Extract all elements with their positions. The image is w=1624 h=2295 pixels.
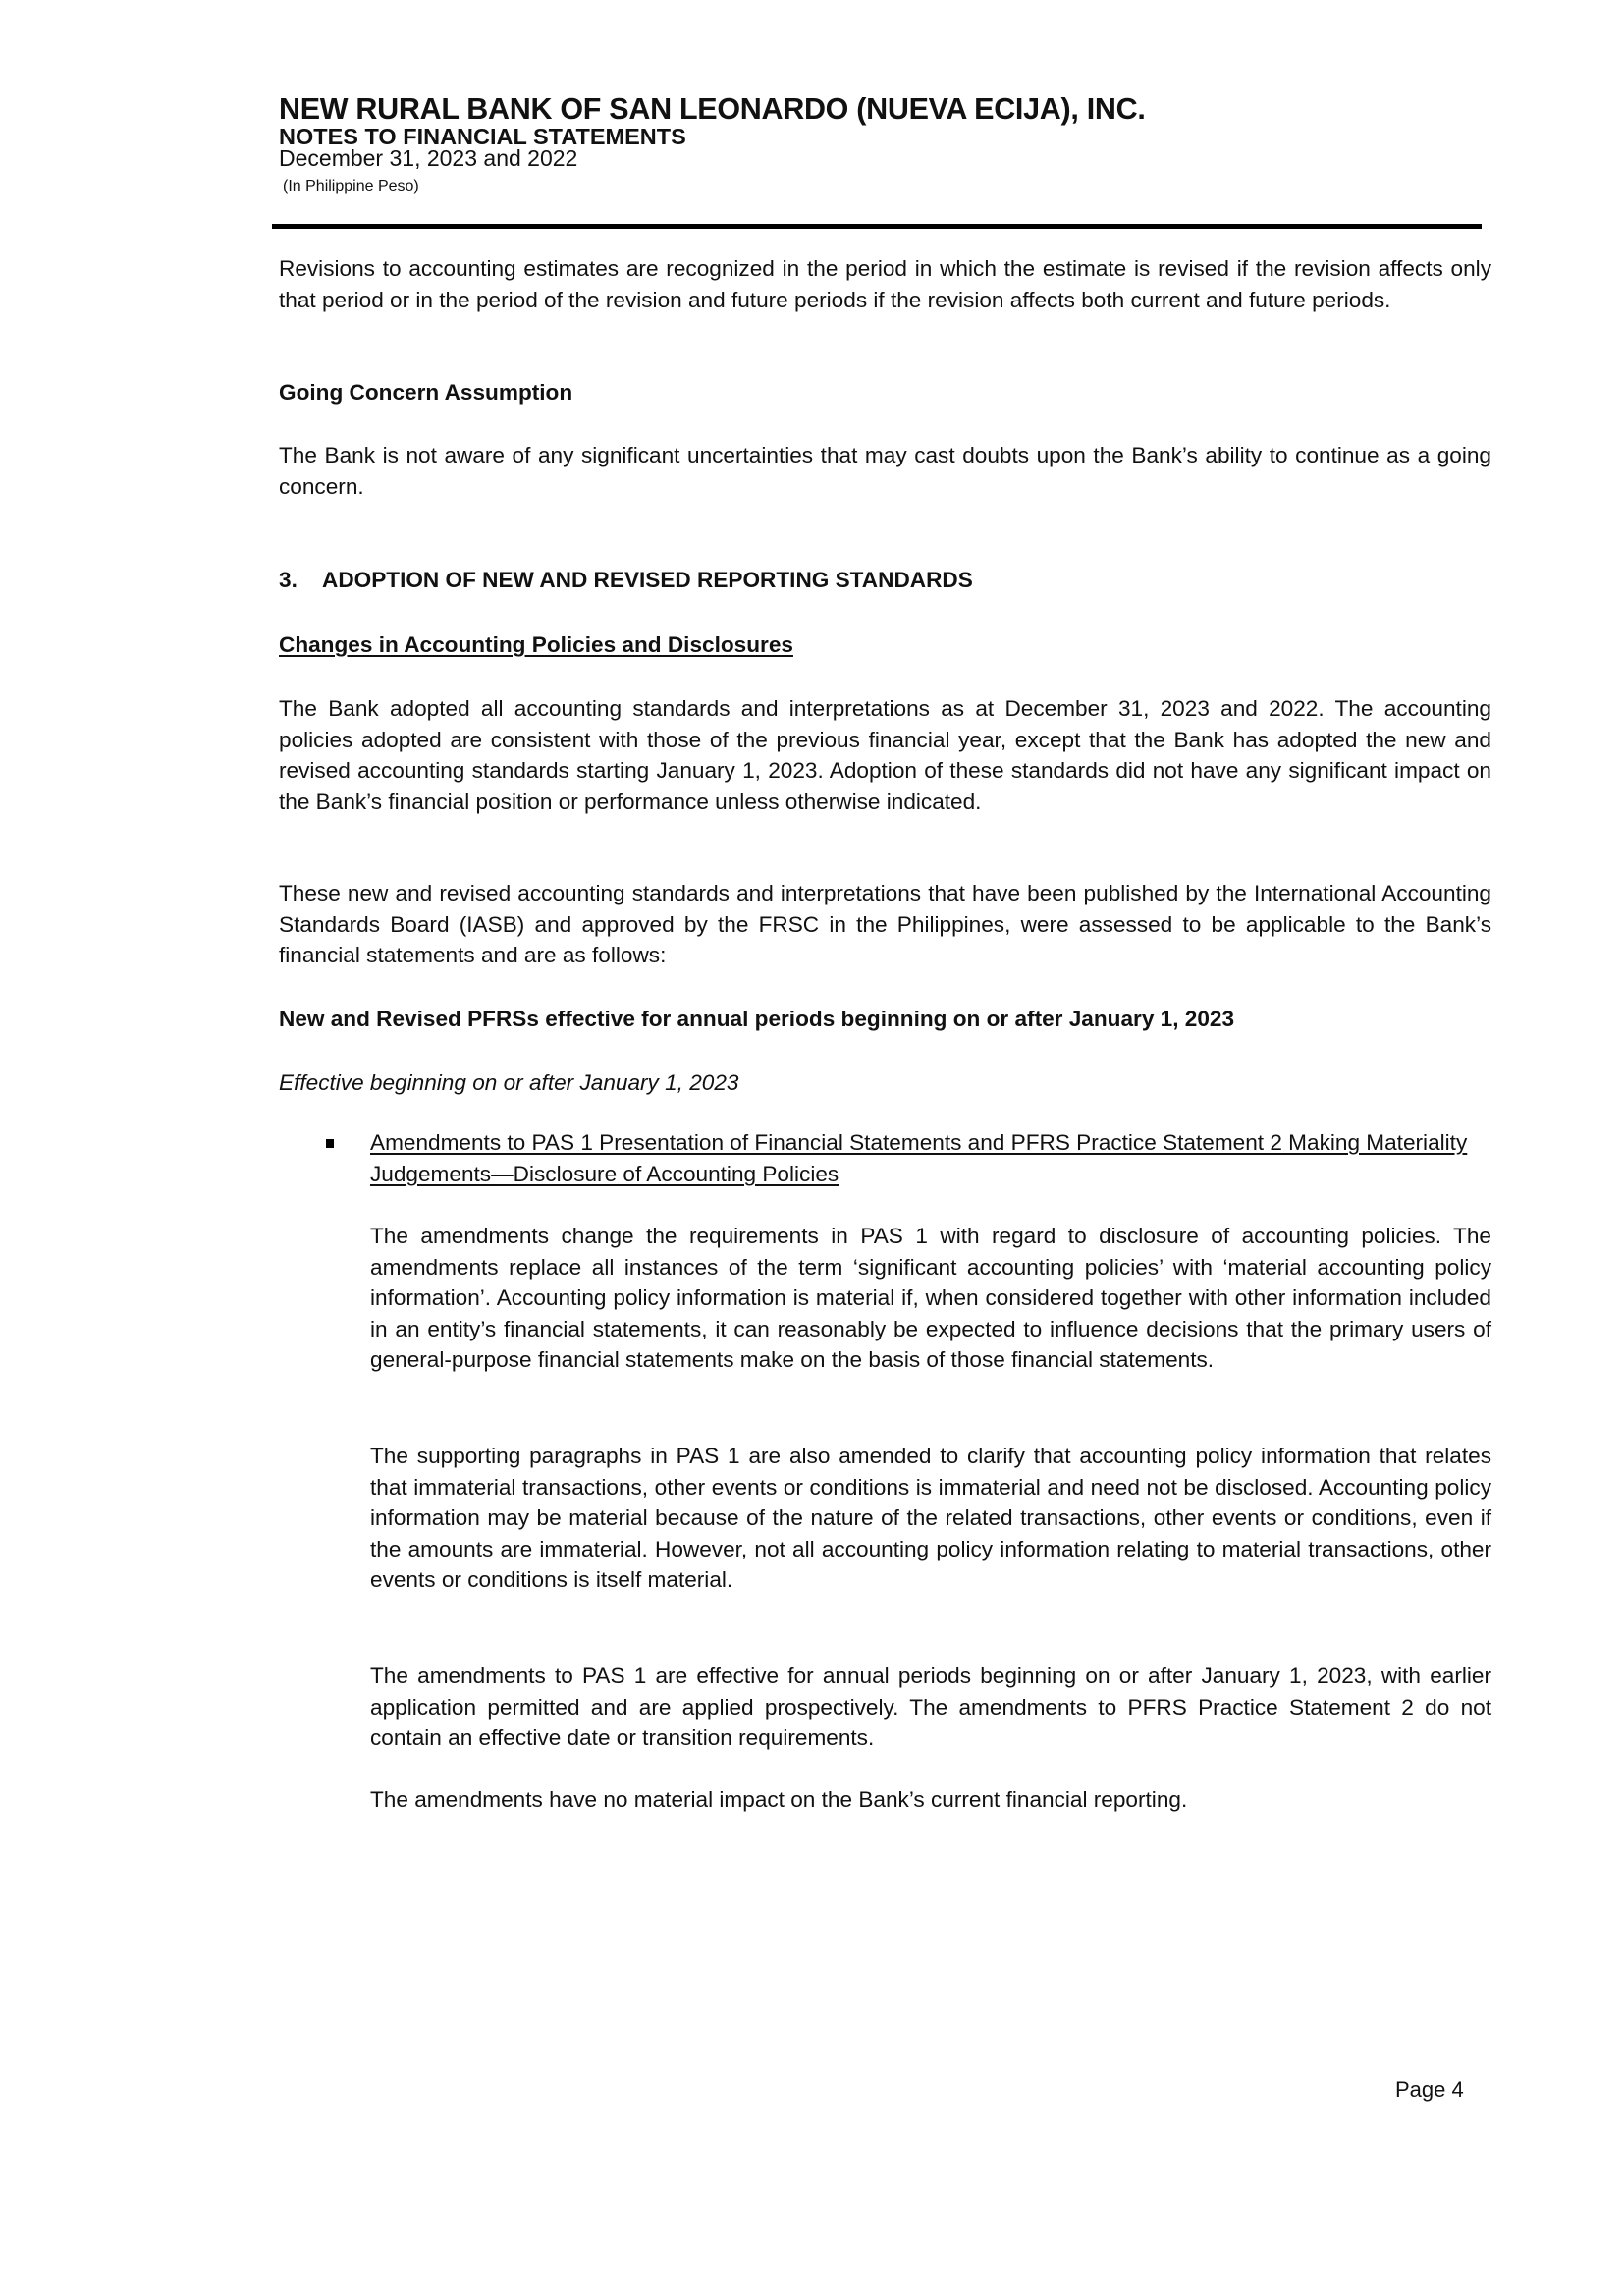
- going-concern-heading: Going Concern Assumption: [279, 380, 573, 405]
- document-title: NOTES TO FINANCIAL STATEMENTS: [279, 124, 686, 149]
- standards-intro-paragraph: These new and revised accounting standards and interpretations that have been published by the International Accounting Standards Board (IASB) and approved by the FRSC in the Philippines, were assessed to be applicable to the Bank’s financial statements and are as follows:: [279, 881, 1491, 968]
- bullet-paragraph: The amendments to PAS 1 are effective for annual periods beginning on or after January 1, 2023, with earlier application permitted and are applied prospectively. The amendments to PFRS Practice Statement 2 do not contain an effective date or transition requirements.: [370, 1664, 1491, 1751]
- header-rule: [272, 224, 1482, 229]
- bullet-paragraph: The amendments change the requirements in PAS 1 with regard to disclosure of accounting policies. The amendments replace all instances of the term ‘significant accounting policies’ with ‘material accounting policy information’. Accounting policy information is material if, when considered together with other information included in an entity’s financial statements, it can reasonably be expected to influence decisions that the primary users of general-purpose financial statements make on the basis of those financial statements.: [370, 1224, 1491, 1373]
- bullet-paragraph: The supporting paragraphs in PAS 1 are also amended to clarify that accounting policy information that relates that immaterial transactions, other events or conditions is immaterial and need not be disclosed. Accounting policy information may be material because of the nature of the related transactions, other events or conditions, even if the amounts are immaterial. However, not all accounting policy information relating to material transactions, other events or conditions is itself material.: [370, 1444, 1491, 1593]
- bullet-title: Amendments to PAS 1 Presentation of Financial Statements and PFRS Practice Statement 2 Making Materiality Judgements—Disclosure of Accounting Policies: [370, 1130, 1468, 1186]
- pfrs-heading: New and Revised PFRSs effective for annual periods beginning on or after January 1, 2023: [279, 1007, 1235, 1031]
- reporting-period: December 31, 2023 and 2022: [279, 145, 578, 171]
- company-name: NEW RURAL BANK OF SAN LEONARDO (NUEVA ECIJA), INC.: [279, 92, 1146, 126]
- going-concern-paragraph: The Bank is not aware of any significant uncertainties that may cast doubts upon the Bank’s ability to continue as a going concern.: [279, 443, 1491, 499]
- revisions-paragraph: Revisions to accounting estimates are recognized in the period in which the estimate is revised if the revision affects only that period or in the period of the revision and future periods if the revision affects both current and future periods.: [279, 256, 1491, 312]
- bullet-square-icon: [326, 1139, 334, 1148]
- section-number: 3.: [279, 568, 298, 592]
- effective-subheading: Effective beginning on or after January 1, 2023: [279, 1070, 739, 1095]
- changes-paragraph: The Bank adopted all accounting standards and interpretations as at December 31, 2023 and 2022. The accounting policies adopted are consistent with those of the previous financial year, except that the Bank has adopted the new and revised accounting standards starting January 1, 2023. Adoption of these standards did not have any significant impact on the Bank’s financial position or performance unless otherwise indicated.: [279, 696, 1491, 814]
- bullet-paragraph: The amendments have no material impact on the Bank’s current financial reporting.: [370, 1787, 1188, 1812]
- currency-note: (In Philippine Peso): [283, 178, 419, 194]
- page-number: Page 4: [1395, 2077, 1464, 2102]
- changes-heading: Changes in Accounting Policies and Disclosures: [279, 632, 793, 657]
- section-title: ADOPTION OF NEW AND REVISED REPORTING STANDARDS: [322, 568, 973, 592]
